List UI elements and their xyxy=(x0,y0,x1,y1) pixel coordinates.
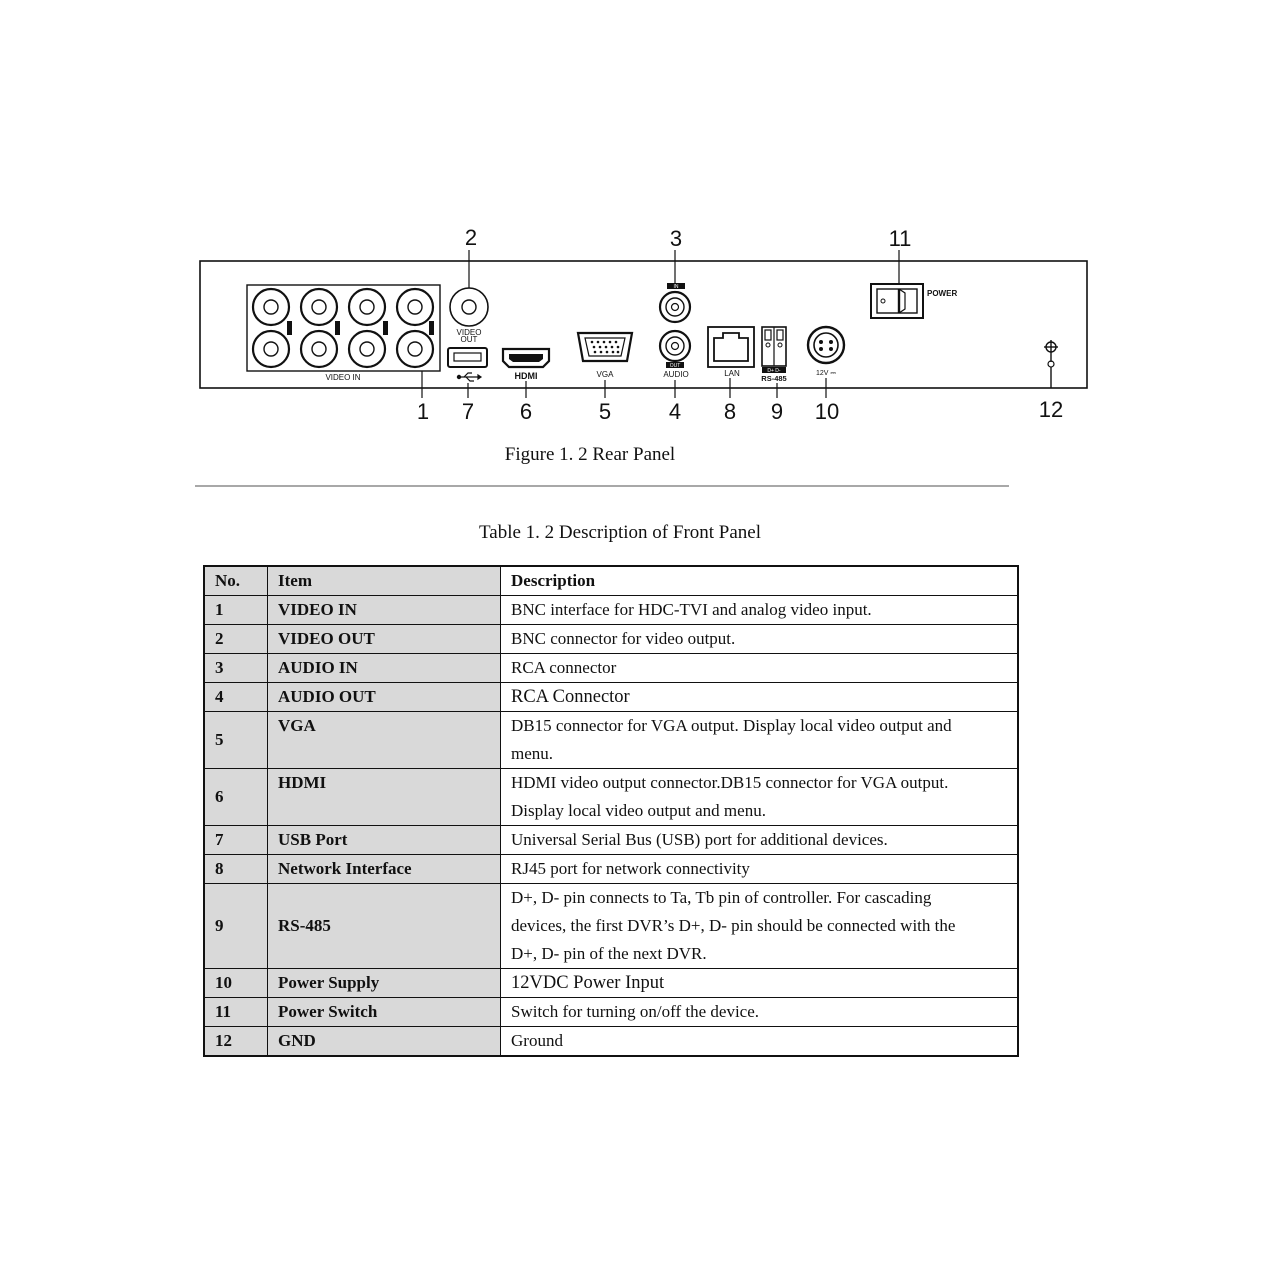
video-in-label: VIDEO IN xyxy=(325,373,361,382)
row-number: 4 xyxy=(204,683,268,712)
vga-label: VGA xyxy=(596,370,614,379)
table-caption xyxy=(0,522,1280,544)
row-description xyxy=(501,769,1019,826)
audio-out-tag: OUT xyxy=(669,363,681,369)
row-description xyxy=(501,596,1019,625)
row-item: Power Switch xyxy=(268,998,501,1027)
description-line: BNC connector for video output. xyxy=(511,629,736,648)
video-out-label-2: OUT xyxy=(460,335,478,344)
row-item: HDMI xyxy=(268,769,501,826)
description-line: Switch for turning on/off the device. xyxy=(511,1002,760,1021)
callout-5: 5 xyxy=(598,399,612,424)
lan-port xyxy=(708,327,754,378)
row-description xyxy=(501,998,1019,1027)
description-line: Universal Serial Bus (USB) port for additional devices. xyxy=(511,830,888,849)
description-line: devices, the first DVR’s D+, D- pin should be connected with the xyxy=(511,916,956,935)
row-number: 9 xyxy=(204,884,268,969)
table-caption-text: Table 1. 2 Description of Front Panel xyxy=(478,522,762,543)
figure-caption xyxy=(0,444,1280,466)
power-12v-label: 12V ⎓ xyxy=(816,370,836,377)
table-row xyxy=(204,969,1018,998)
row-description xyxy=(501,625,1019,654)
callout-6: 6 xyxy=(519,399,533,424)
usb-icon xyxy=(457,373,481,381)
table-row xyxy=(204,683,1018,712)
row-item: VGA xyxy=(268,712,501,769)
table-row xyxy=(204,998,1018,1027)
table-row xyxy=(204,596,1018,625)
rs485-pin-tag: D+ D- xyxy=(767,368,781,374)
row-description xyxy=(501,884,1019,969)
description-line: Ground xyxy=(511,1031,563,1050)
row-number: 12 xyxy=(204,1027,268,1057)
row-number: 1 xyxy=(204,596,268,625)
row-description xyxy=(501,654,1019,683)
vga-port xyxy=(578,333,632,379)
row-item: Power Supply xyxy=(268,969,501,998)
chassis-outline xyxy=(200,261,1087,388)
row-description xyxy=(501,855,1019,884)
rs485-label: RS-485 xyxy=(761,374,787,383)
row-number: 5 xyxy=(204,712,268,769)
row-item: AUDIO OUT xyxy=(268,683,501,712)
callout-7: 7 xyxy=(461,399,475,424)
row-item: AUDIO IN xyxy=(268,654,501,683)
description-line: BNC interface for HDC-TVI and analog video input. xyxy=(511,600,872,619)
row-number: 11 xyxy=(204,998,268,1027)
description-line: RCA connector xyxy=(511,658,617,677)
row-item: GND xyxy=(268,1027,501,1057)
table-row xyxy=(204,712,1018,769)
table-header-row xyxy=(204,566,1018,596)
description-line: D+, D- pin connects to Ta, Tb pin of controller. For cascading xyxy=(511,888,932,907)
description-line: RJ45 port for network connectivity xyxy=(511,859,750,878)
rear-panel-diagram xyxy=(0,0,1280,440)
callout-3: 3 xyxy=(669,226,683,251)
description-line: D+, D- pin of the next DVR. xyxy=(511,944,707,963)
lan-label: LAN xyxy=(724,369,740,378)
description-line: menu. xyxy=(511,744,554,763)
power-switch xyxy=(871,284,957,318)
description-table xyxy=(203,565,1019,1057)
table-row xyxy=(204,855,1018,884)
table-row xyxy=(204,826,1018,855)
row-number: 10 xyxy=(204,969,268,998)
row-item: VIDEO IN xyxy=(268,596,501,625)
row-description xyxy=(501,826,1019,855)
header-item: Item xyxy=(268,566,501,596)
callout-10: 10 xyxy=(814,399,840,424)
row-item: Network Interface xyxy=(268,855,501,884)
description-line: Display local video output and menu. xyxy=(511,801,766,820)
table-row xyxy=(204,625,1018,654)
header-description: Description xyxy=(501,566,1019,596)
row-number: 8 xyxy=(204,855,268,884)
power-dc-input xyxy=(808,327,844,377)
row-number: 3 xyxy=(204,654,268,683)
figure-caption-text: Figure 1. 2 Rear Panel xyxy=(504,444,676,465)
header-no: No. xyxy=(204,566,268,596)
power-label: POWER xyxy=(927,289,958,298)
usb-port xyxy=(448,348,487,381)
callout-4: 4 xyxy=(668,399,682,424)
description-line: 12VDC Power Input xyxy=(511,973,665,993)
hdmi-label: HDMI xyxy=(514,371,538,381)
video-in-bnc-block xyxy=(247,285,440,382)
callout-1: 1 xyxy=(416,399,430,424)
row-description xyxy=(501,683,1019,712)
row-item: VIDEO OUT xyxy=(268,625,501,654)
video-out-label-1: VIDEO xyxy=(456,328,482,337)
row-description xyxy=(501,712,1019,769)
row-number: 6 xyxy=(204,769,268,826)
audio-label: AUDIO xyxy=(663,370,689,379)
row-number: 2 xyxy=(204,625,268,654)
video-out-bnc xyxy=(450,288,488,344)
callout-9: 9 xyxy=(770,399,784,424)
hdmi-port xyxy=(503,349,549,381)
audio-rca-ports xyxy=(660,283,690,379)
section-divider xyxy=(195,485,1009,487)
ground-terminal xyxy=(1044,340,1058,388)
table-row xyxy=(204,884,1018,969)
description-line: HDMI video output connector.DB15 connector for VGA output. xyxy=(511,773,949,792)
callout-8: 8 xyxy=(723,399,737,424)
table-row xyxy=(204,1027,1018,1057)
callout-11: 11 xyxy=(888,226,912,251)
callout-2: 2 xyxy=(464,225,478,250)
row-number: 7 xyxy=(204,826,268,855)
description-line: DB15 connector for VGA output. Display local video output and xyxy=(511,716,952,735)
audio-in-tag: IN xyxy=(673,284,679,290)
row-item: USB Port xyxy=(268,826,501,855)
row-description xyxy=(501,969,1019,998)
row-item: RS-485 xyxy=(268,884,501,969)
table-row xyxy=(204,654,1018,683)
row-description xyxy=(501,1027,1019,1057)
table-row xyxy=(204,769,1018,826)
callout-12: 12 xyxy=(1038,397,1064,422)
description-line: RCA Connector xyxy=(511,687,630,707)
rs485-terminal xyxy=(761,327,786,383)
